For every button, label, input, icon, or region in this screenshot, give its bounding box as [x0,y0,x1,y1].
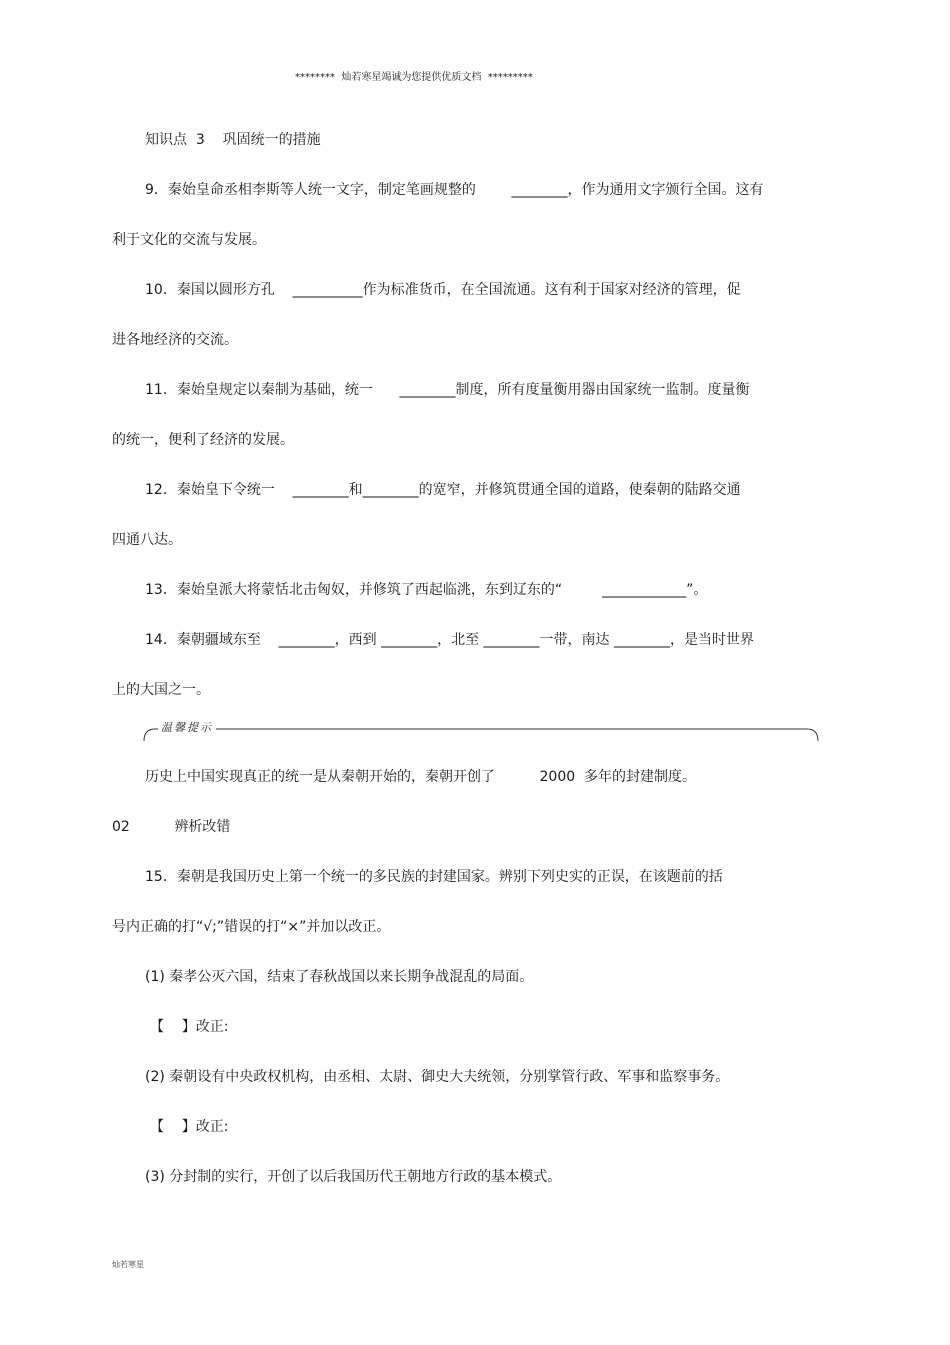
section-02-title: 02 辨析改错 [112,819,231,835]
page-header: ******** 灿若寒星竭诚为您提供优质文档 ********* [295,72,533,83]
question-12-line2: 四通八达。 [112,532,182,548]
question-15-line1: 15．秦朝是我国历史上第一个统一的多民族的封建国家。辨别下列史实的正误，在该题前的括 [145,869,723,885]
question-9-line1: 9．秦始皇命丞相李斯等人统一文字，制定笔画规整的 ________，作为通用文字颁行全国。这有 [145,182,764,198]
question-10-line1: 10．秦国以圆形方孔 __________作为标准货币，在全国流通。这有利于国家对经济的管理，促 [145,282,741,298]
question-13-line1: 13．秦始皇派大将蒙恬北击匈奴，并修筑了西起临洮，东到辽东的“ ____________”。 [145,582,708,598]
question-12-line1: 12．秦始皇下令统一 ________和________的宽窄，并修筑贯通全国的道路，使秦朝的陆路交通 [145,482,741,498]
question-10-line2: 进各地经济的交流。 [112,332,238,348]
item-1: (1) 秦孝公灭六国，结束了春秋战国以来长期争战混乱的局面。 [145,969,534,985]
item-1-correction: 【 】改正: [150,1019,229,1035]
question-11-line2: 的统一，便利了经济的发展。 [112,432,294,448]
tip-box-frame [143,728,819,742]
page-footer: 灿若寒星 [112,1260,144,1269]
item-3: (3) 分封制的实行，开创了以后我国历代王朝地方行政的基本模式。 [145,1169,562,1185]
section-title: 知识点 3 巩固统一的措施 [145,132,321,148]
question-11-line1: 11．秦始皇规定以秦制为基础，统一 ________制度，所有度量衡用器由国家统一监制。度量衡 [145,382,750,398]
question-9-line2: 利于文化的交流与发展。 [112,232,266,248]
tip-label: 温馨提示 [158,721,216,735]
item-2-correction: 【 】改正: [150,1119,229,1135]
item-2: (2) 秦朝设有中央政权机构，由丞相、太尉、御史大夫统领，分别掌管行政、军事和监察事务。 [145,1069,730,1085]
tip-text: 历史上中国实现真正的统一是从秦朝开始的，秦朝开创了 2000 多年的封建制度。 [145,769,697,785]
question-15-line2: 号内正确的打“√;”错误的打“×”并加以改正。 [112,919,391,935]
question-14-line2: 上的大国之一。 [112,682,210,698]
question-14-line1: 14．秦朝疆域东至 ________，西到 ________，北至 ________一带，南达 ________，是当时世界 [145,632,754,648]
